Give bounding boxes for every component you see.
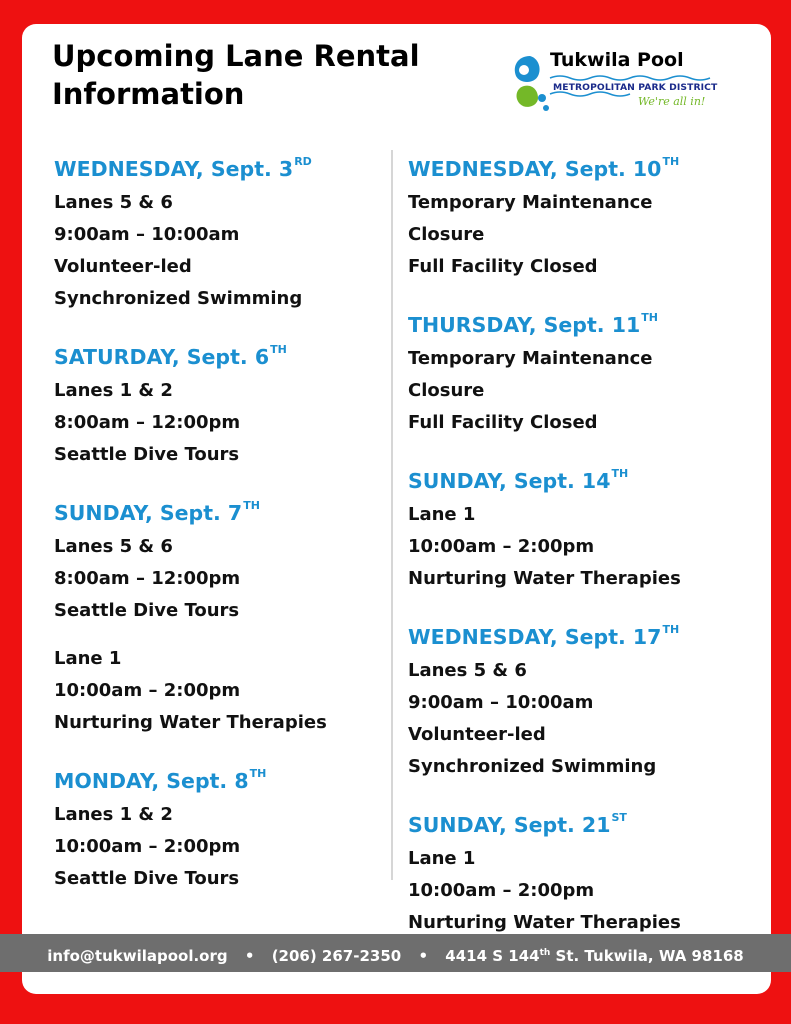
title-line-2: Information xyxy=(52,77,245,111)
event-block xyxy=(54,488,384,739)
event-detail: Temporary Maintenance xyxy=(408,348,653,369)
title-line-1: Upcoming Lane Rental xyxy=(52,39,420,73)
logo-brand: Tukwila Pool xyxy=(550,49,684,71)
event-day-heading: MONDAY, Sept. 8TH xyxy=(54,767,267,793)
event-detail: 10:00am – 2:00pm xyxy=(408,536,595,557)
event-detail: Closure xyxy=(408,380,485,401)
footer-phone[interactable]: (206) 267-2350 xyxy=(271,947,402,965)
event-detail: Synchronized Swimming xyxy=(54,288,303,309)
event-detail: Full Facility Closed xyxy=(408,412,598,433)
event-detail: Lanes 5 & 6 xyxy=(54,536,173,557)
event-detail: Closure xyxy=(408,224,485,245)
event-detail: Volunteer-led xyxy=(54,256,192,277)
event-block xyxy=(408,300,748,439)
event-block xyxy=(54,756,384,895)
event-detail: 8:00am – 12:00pm xyxy=(54,568,241,589)
event-detail: Seattle Dive Tours xyxy=(54,444,240,465)
event-detail: 8:00am – 12:00pm xyxy=(54,412,241,433)
event-detail: Lanes 5 & 6 xyxy=(408,660,527,681)
column-divider xyxy=(391,150,393,880)
event-detail: 9:00am – 10:00am xyxy=(408,692,594,713)
event-detail: Synchronized Swimming xyxy=(408,756,657,777)
event-detail: Lanes 1 & 2 xyxy=(54,804,173,825)
logo-tagline: We're all in! xyxy=(638,95,706,108)
event-detail: Nurturing Water Therapies xyxy=(408,912,681,933)
event-detail: Lane 1 xyxy=(408,848,476,869)
footer-separator: • xyxy=(418,947,429,965)
event-detail: Full Facility Closed xyxy=(408,256,598,277)
tukwila-pool-logo xyxy=(510,49,735,116)
contact-footer xyxy=(0,934,791,972)
event-day-heading: SUNDAY, Sept. 14TH xyxy=(408,467,629,493)
right-schedule-column xyxy=(408,144,748,956)
event-block xyxy=(408,144,748,283)
event-detail: Lane 1 xyxy=(54,648,122,669)
event-detail: Lanes 5 & 6 xyxy=(54,192,173,213)
event-day-heading: WEDNESDAY, Sept. 10TH xyxy=(408,155,680,181)
left-schedule-column xyxy=(54,144,384,912)
event-detail: Seattle Dive Tours xyxy=(54,868,240,889)
event-detail: Nurturing Water Therapies xyxy=(408,568,681,589)
event-day-heading: SUNDAY, Sept. 7TH xyxy=(54,499,260,525)
footer-separator: • xyxy=(244,947,255,965)
event-detail: Nurturing Water Therapies xyxy=(54,712,327,733)
event-detail: Temporary Maintenance xyxy=(408,192,653,213)
event-block xyxy=(54,144,384,315)
event-detail: 10:00am – 2:00pm xyxy=(54,836,241,857)
page-title xyxy=(52,37,492,113)
event-day-heading: THURSDAY, Sept. 11TH xyxy=(408,311,658,337)
event-block xyxy=(408,456,748,595)
event-detail: 10:00am – 2:00pm xyxy=(54,680,241,701)
event-detail: Lanes 1 & 2 xyxy=(54,380,173,401)
event-block xyxy=(408,612,748,783)
logo-subtitle: METROPOLITAN PARK DISTRICT xyxy=(553,82,718,93)
event-day-heading: WEDNESDAY, Sept. 17TH xyxy=(408,623,680,649)
event-detail: 9:00am – 10:00am xyxy=(54,224,240,245)
event-block xyxy=(54,332,384,471)
event-detail: Lane 1 xyxy=(408,504,476,525)
footer-email[interactable]: info@tukwilapool.org xyxy=(47,947,228,965)
footer-address: 4414 S 144th St. Tukwila, WA 98168 xyxy=(445,947,744,965)
event-day-heading: SUNDAY, Sept. 21ST xyxy=(408,811,627,837)
event-block xyxy=(408,800,748,939)
event-detail: Volunteer-led xyxy=(408,724,546,745)
event-day-heading: SATURDAY, Sept. 6TH xyxy=(54,343,287,369)
event-detail: Seattle Dive Tours xyxy=(54,600,240,621)
event-day-heading: WEDNESDAY, Sept. 3RD xyxy=(54,155,312,181)
event-detail: 10:00am – 2:00pm xyxy=(408,880,595,901)
